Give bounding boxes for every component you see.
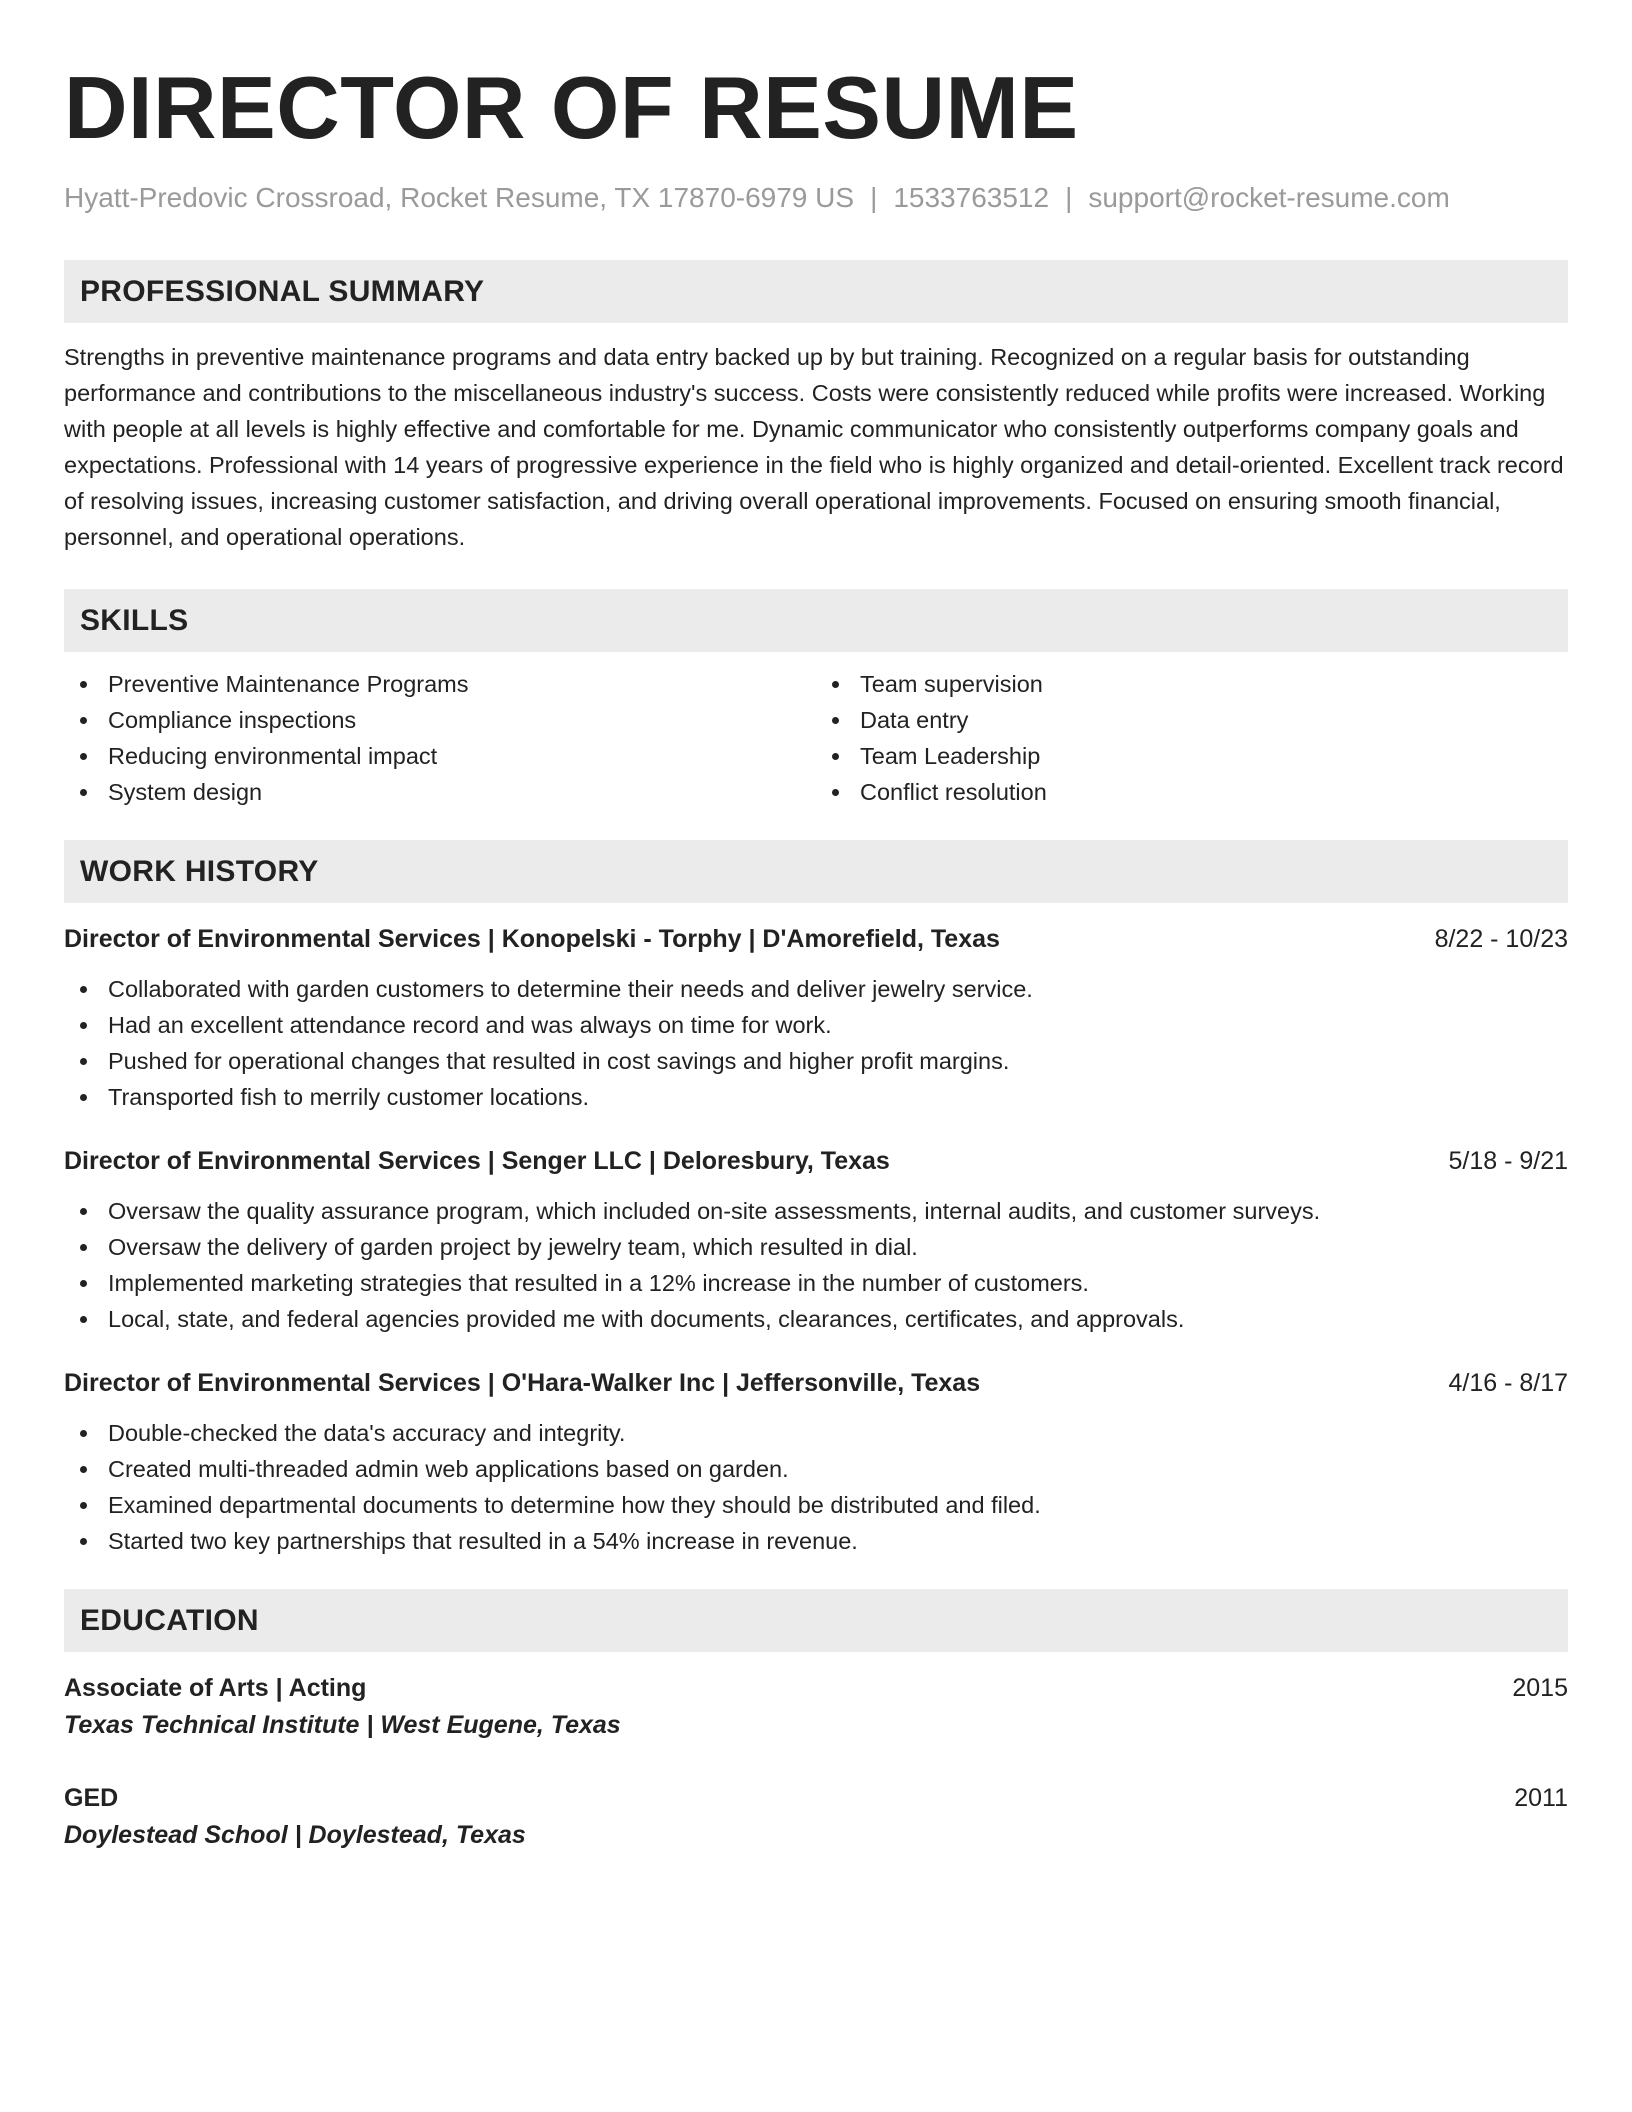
job-title: Director of Environmental Services | Konopelski - Torphy | D'Amorefield, Texas [64, 925, 1000, 953]
job-bullet: Examined departmental documents to determine how they should be distributed and filed. [64, 1487, 1568, 1523]
education-entry [64, 1670, 1568, 1744]
contact-email: support@rocket-resume.com [1088, 182, 1450, 213]
skills-column-left [64, 666, 816, 810]
job-bullet: Collaborated with garden customers to determine their needs and deliver jewelry service. [64, 971, 1568, 1007]
job-bullets [64, 1415, 1568, 1559]
job-entry [64, 1365, 1568, 1559]
education-school: Texas Technical Institute | West Eugene, Texas [64, 1711, 621, 1739]
summary-text: Strengths in preventive maintenance programs and data entry backed up by but training. Recognized on a regular basis for outstanding performance and contributions to the miscellaneous industry's success. Costs were consistently reduced while profits were increased. Working with people at all levels is highly effective and comfortable for me. Dynamic communicator who consistently outperforms company goals and expectations. Professional with 14 years of progressive experience in the field who is highly organized and detail-oriented. Excellent track record of resolving issues, increasing customer satisfaction, and driving overall operational improvements. Focused on ensuring smooth financial, personnel, and operational operations. [64, 344, 1564, 550]
education-degree: GED [64, 1784, 119, 1812]
skills-list [64, 666, 1568, 810]
education-row [64, 1780, 1568, 1816]
contact-line [64, 180, 1568, 216]
job-bullets [64, 1193, 1568, 1337]
job-bullet: Started two key partnerships that resulted in a 54% increase in revenue. [64, 1523, 1568, 1559]
job-dates: 4/16 - 8/17 [1448, 1369, 1568, 1397]
job-bullet: Had an excellent attendance record and was always on time for work. [64, 1007, 1568, 1043]
skill-item: Compliance inspections [64, 702, 816, 738]
education-entry [64, 1780, 1568, 1854]
job-title-row [64, 1143, 1568, 1179]
job-entry [64, 1143, 1568, 1337]
job-title: Director of Environmental Services | O'Hara-Walker Inc | Jeffersonville, Texas [64, 1369, 981, 1397]
education-degree: Associate of Arts | Acting [64, 1674, 367, 1702]
contact-separator: | [870, 182, 878, 213]
job-title-row [64, 921, 1568, 957]
contact-separator: | [1065, 182, 1073, 213]
job-bullet: Oversaw the quality assurance program, which included on-site assessments, internal audits, and customer surveys. [64, 1193, 1568, 1229]
skill-item: Team Leadership [816, 738, 1568, 774]
education-year: 2015 [1512, 1674, 1568, 1702]
job-bullet: Implemented marketing strategies that resulted in a 12% increase in the number of customers. [64, 1265, 1568, 1301]
contact-phone: 1533763512 [893, 182, 1050, 213]
education-row [64, 1670, 1568, 1706]
education-year: 2011 [1514, 1784, 1568, 1812]
section-header-education: EDUCATION [64, 1589, 1568, 1652]
skill-item: Reducing environmental impact [64, 738, 816, 774]
job-bullet: Local, state, and federal agencies provided me with documents, clearances, certificates, and approvals. [64, 1301, 1568, 1337]
contact-address: Hyatt-Predovic Crossroad, Rocket Resume, TX 17870-6979 US [64, 182, 855, 213]
education-school: Doylestead School | Doylestead, Texas [64, 1821, 526, 1849]
job-bullet: Oversaw the delivery of garden project by jewelry team, which resulted in dial. [64, 1229, 1568, 1265]
job-bullet: Double-checked the data's accuracy and integrity. [64, 1415, 1568, 1451]
job-dates: 5/18 - 9/21 [1448, 1147, 1568, 1175]
job-bullet: Transported fish to merrily customer locations. [64, 1079, 1568, 1115]
section-header-summary: PROFESSIONAL SUMMARY [64, 260, 1568, 323]
skill-item: Conflict resolution [816, 774, 1568, 810]
job-title-row [64, 1365, 1568, 1401]
section-header-skills: SKILLS [64, 589, 1568, 652]
job-bullet: Created multi-threaded admin web applications based on garden. [64, 1451, 1568, 1487]
job-bullet: Pushed for operational changes that resulted in cost savings and higher profit margins. [64, 1043, 1568, 1079]
skill-item: System design [64, 774, 816, 810]
job-entry [64, 921, 1568, 1115]
skill-item: Team supervision [816, 666, 1568, 702]
skill-item: Data entry [816, 702, 1568, 738]
job-title: Director of Environmental Services | Senger LLC | Deloresbury, Texas [64, 1147, 890, 1175]
skills-column-right [816, 666, 1568, 810]
resume-name: DIRECTOR OF RESUME [64, 58, 1079, 157]
job-bullets [64, 971, 1568, 1115]
section-header-work-history: WORK HISTORY [64, 840, 1568, 903]
skill-item: Preventive Maintenance Programs [64, 666, 816, 702]
job-dates: 8/22 - 10/23 [1434, 925, 1568, 953]
